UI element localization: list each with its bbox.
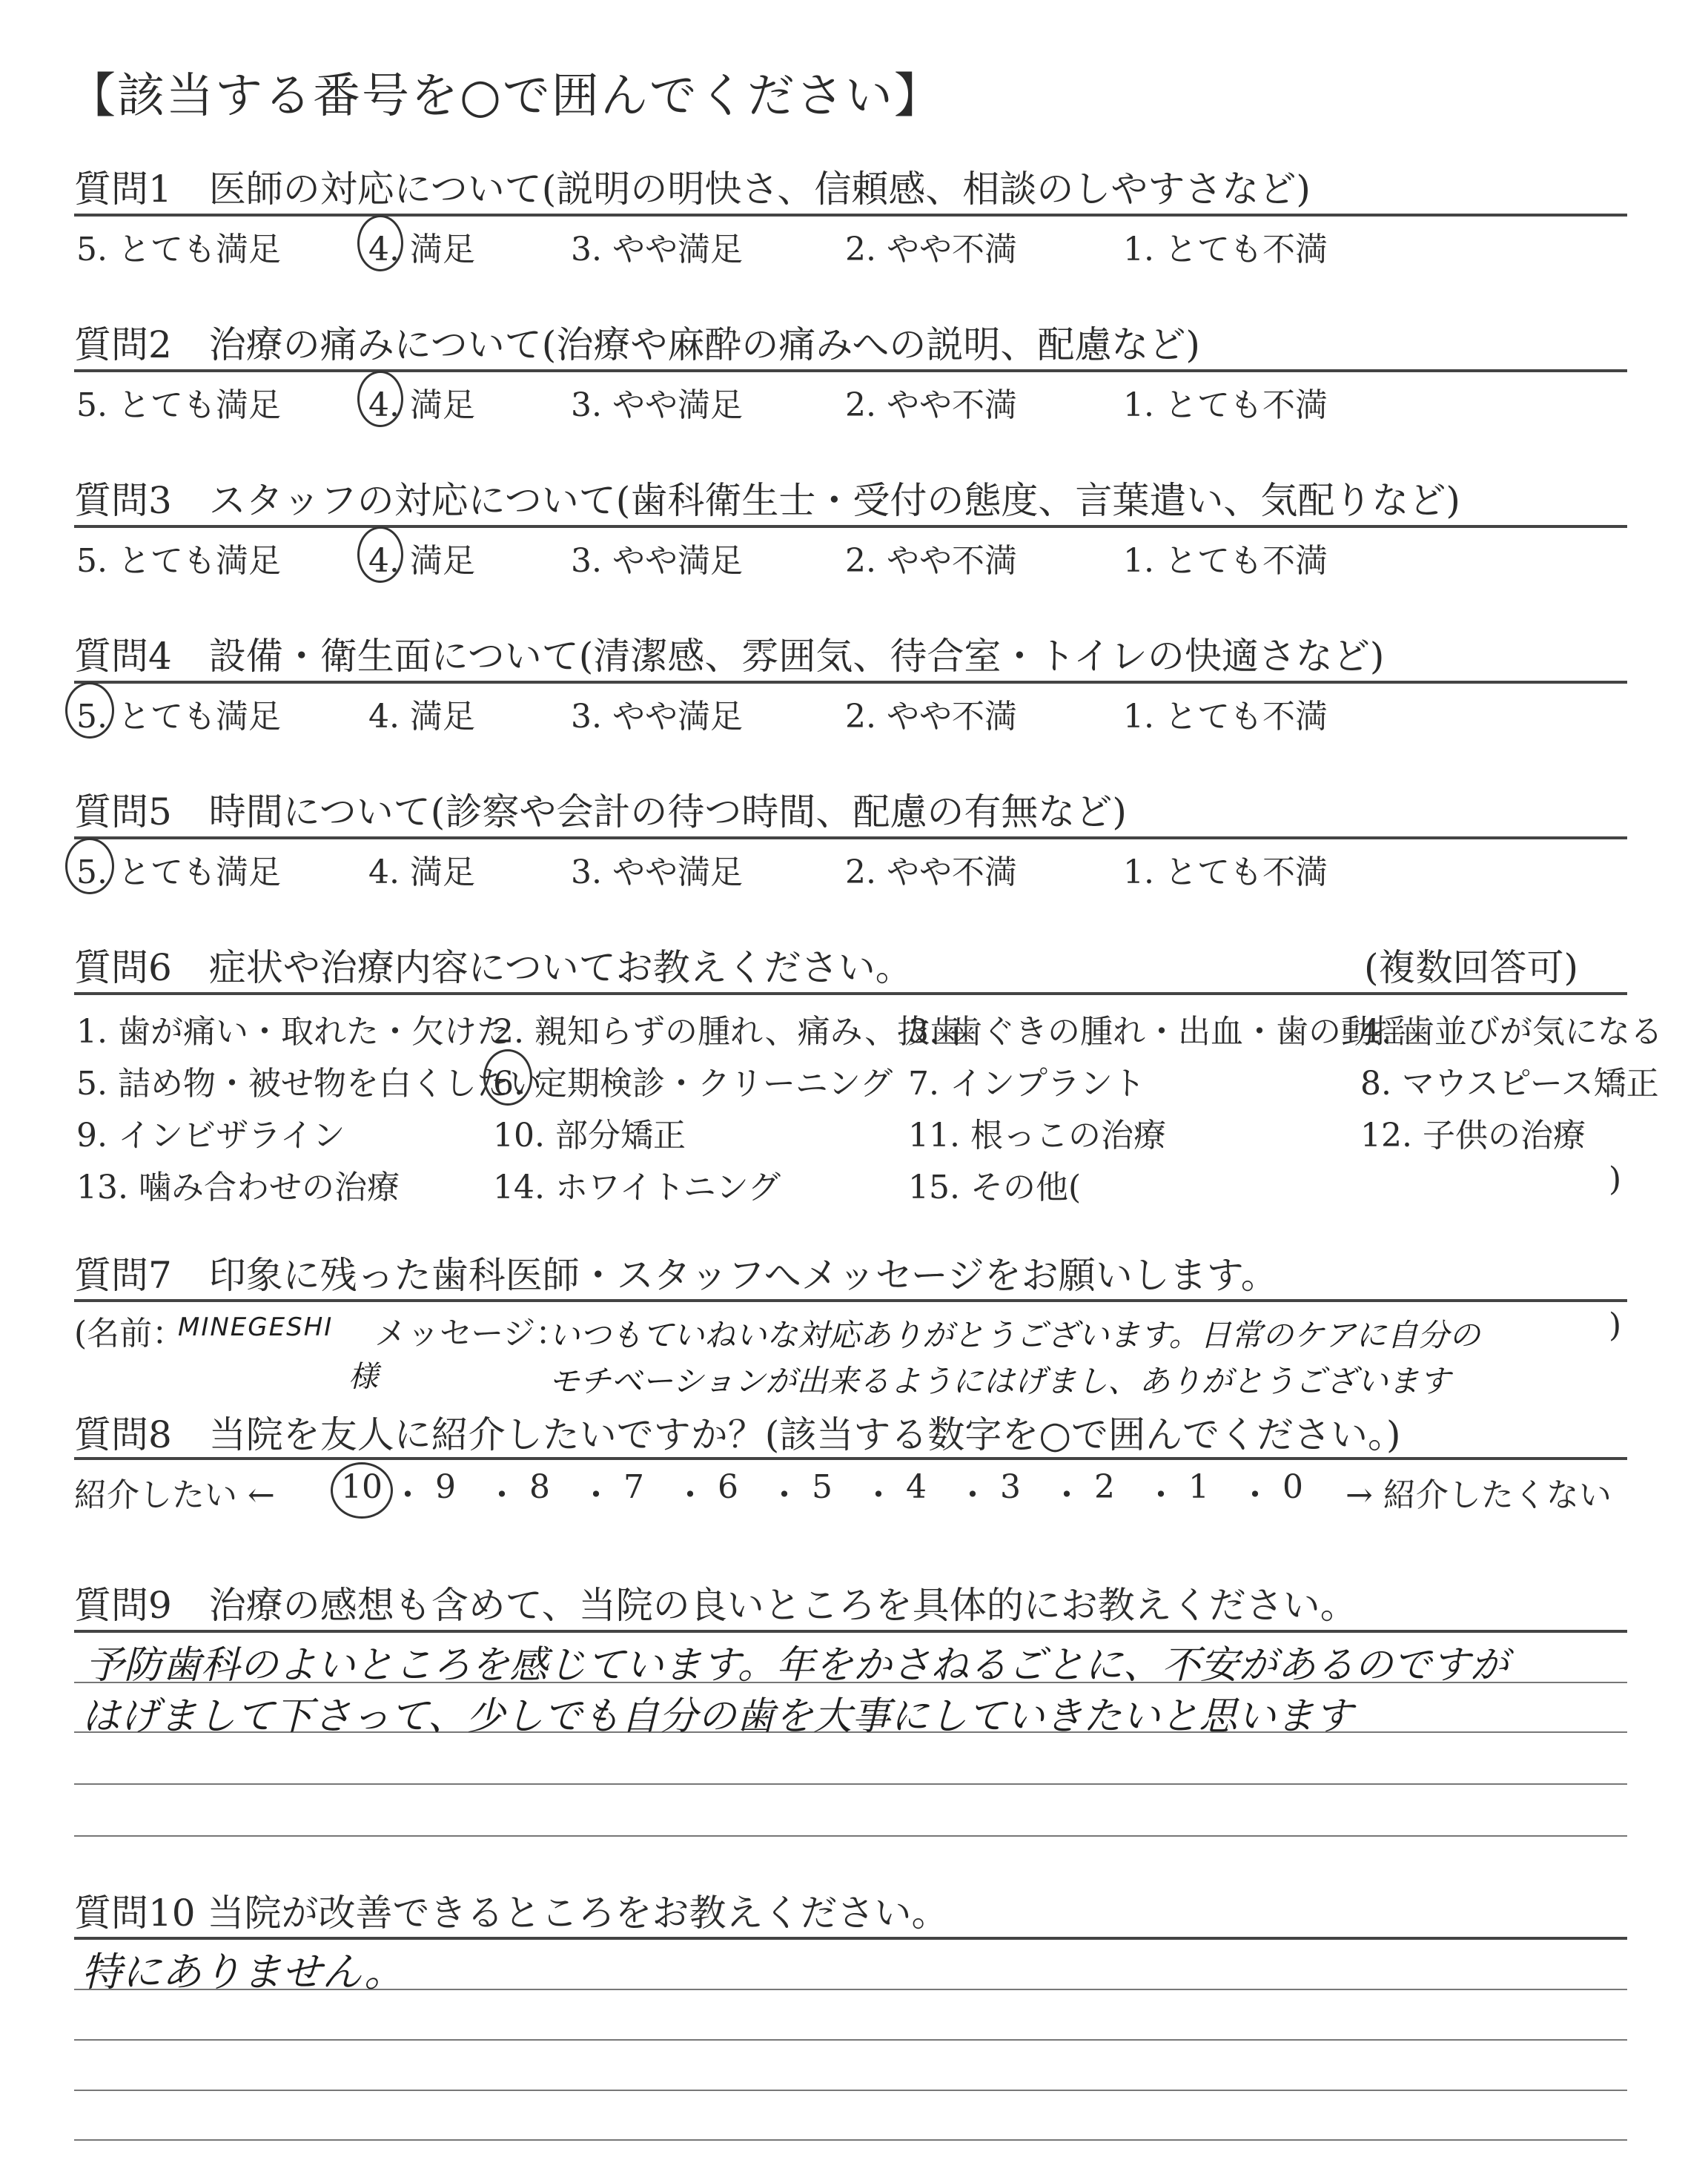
q8-scale-separator: ・ [486, 1476, 518, 1514]
q8-scale-5: 5 [812, 1468, 833, 1506]
q6-opt-13: 13. 噛み合わせの治療 [76, 1169, 400, 1206]
q9-answer-line2: はげまして下さって、少しでも自分の歯を大事にしていきたいと思います [82, 1694, 1353, 1739]
q6-opt-11: 11. 根っこの治療 [908, 1117, 1166, 1155]
q2-opt-3: 3. やや満足 [571, 386, 743, 424]
q4-opt-5: 5. とても満足 [76, 698, 281, 736]
q1-answer-circle [357, 215, 403, 271]
q8-scale-2: 2 [1094, 1468, 1115, 1506]
q8-rule [74, 1457, 1627, 1460]
q1-opt-2: 2. やや不満 [845, 231, 1017, 268]
q6-opt-4: 4. 歯並びが気になる [1360, 1013, 1663, 1051]
q7-close: ) [1609, 1307, 1622, 1344]
q5-opt-2: 2. やや不満 [845, 853, 1017, 891]
q3-opt-4: 4. 満足 [368, 542, 475, 580]
q8-right-label: → 紹介したくない [1345, 1476, 1612, 1514]
q10-line-4 [74, 2139, 1627, 2141]
q8-scale-8: 8 [529, 1468, 550, 1506]
q4-opt-2: 2. やや不満 [845, 698, 1017, 736]
q1-title: 質問1 医師の対応について(説明の明快さ、信頼感、相談のしやすさなど) [74, 168, 1311, 211]
q8-answer-circle [331, 1462, 393, 1519]
q9-title: 質問9 治療の感想も含めて、当院の良いところを具体的にお教えください。 [74, 1584, 1357, 1627]
q2-rule [74, 369, 1627, 372]
q8-scale-separator: ・ [1239, 1476, 1271, 1514]
q8-scale-separator: ・ [1050, 1476, 1083, 1514]
q4-opt-3: 3. やや満足 [571, 698, 743, 736]
q10-rule [74, 1937, 1627, 1940]
q6-opt-1: 1. 歯が痛い・取れた・欠けた [76, 1013, 509, 1051]
q6-opt-3: 3. 歯ぐきの腫れ・出血・歯の動揺 [908, 1013, 1406, 1051]
q1-opt-5: 5. とても満足 [76, 231, 281, 268]
q7-message-line1: いつもていねいな対応ありがとうございます。日常のケアに自分の [549, 1317, 1480, 1353]
q8-scale-separator: ・ [768, 1476, 801, 1514]
q10-answer-line1: 特にありません。 [82, 1949, 405, 1995]
q9-answer-line1: 予防歯科のよいところを感じています。年をかさねるごとに、不安があるのですが [85, 1643, 1509, 1688]
q6-opt-8: 8. マウスピース矯正 [1360, 1065, 1659, 1103]
q8-scale-0: 0 [1282, 1468, 1303, 1506]
q5-answer-circle [65, 838, 114, 894]
q6-opt-2: 2. 親知らずの腫れ、痛み、抜歯 [493, 1013, 963, 1051]
q1-opt-4: 4. 満足 [368, 231, 475, 268]
q3-rule [74, 525, 1627, 528]
form-header: 【該当する番号を○で囲んでください】 [68, 69, 943, 124]
q8-scale-6: 6 [718, 1468, 738, 1506]
q7-title: 質問7 印象に残った歯科医師・スタッフへメッセージをお願いします。 [74, 1254, 1278, 1297]
q5-opt-4: 4. 満足 [368, 853, 475, 891]
q8-scale-separator: ・ [674, 1476, 706, 1514]
q7-rule [74, 1299, 1627, 1302]
q3-opt-5: 5. とても満足 [76, 542, 281, 580]
q2-answer-circle [357, 371, 403, 427]
q4-rule [74, 681, 1627, 684]
q10-line-3 [74, 2090, 1627, 2091]
q7-message-line2: モチベーションが出来るようにはげまし、ありがとうございます [549, 1363, 1451, 1399]
q8-scale-3: 3 [1000, 1468, 1021, 1506]
q9-line-4 [74, 1835, 1627, 1837]
q3-answer-circle [357, 526, 403, 583]
q2-opt-2: 2. やや不満 [845, 386, 1017, 424]
q6-opt-10: 10. 部分矯正 [493, 1117, 686, 1155]
q8-scale-separator: ・ [1145, 1476, 1177, 1514]
q8-title: 質問8 当院を友人に紹介したいですか？(該当する数字を○で囲んでください。) [74, 1413, 1401, 1456]
q6-rule [74, 992, 1627, 995]
q3-opt-1: 1. とても不満 [1123, 542, 1328, 580]
q6-title: 質問6 症状や治療内容についてお教えください。 [74, 946, 913, 989]
q3-title: 質問3 スタッフの対応について(歯科衛生士・受付の態度、言葉遣い、気配りなど) [74, 479, 1460, 522]
q6-opt-5: 5. 詰め物・被せ物を白くしたい [76, 1065, 542, 1103]
q1-opt-1: 1. とても不満 [1123, 231, 1328, 268]
q8-scale-10: 10 [341, 1468, 383, 1506]
q3-opt-3: 3. やや満足 [571, 542, 743, 580]
q6-note: (複数回答可) [1364, 946, 1579, 989]
q8-scale-separator: ・ [956, 1476, 989, 1514]
q8-scale-separator: ・ [580, 1476, 612, 1514]
q7-name-suffix: 様 [348, 1360, 378, 1394]
q7-message-label: メッセージ： [374, 1315, 569, 1353]
q7-name-value: MINEGESHI [178, 1312, 334, 1342]
q2-opt-1: 1. とても不満 [1123, 386, 1328, 424]
q10-title: 質問10 当院が改善できるところをお教えください。 [74, 1892, 949, 1935]
q8-scale-separator: ・ [862, 1476, 895, 1514]
q1-rule [74, 214, 1627, 217]
q6-opt-6: 6. 定期検診・クリーニング [493, 1065, 893, 1103]
q2-opt-5: 5. とても満足 [76, 386, 281, 424]
q8-scale-separator: ・ [391, 1476, 424, 1514]
q7-name-label: (名前： [74, 1315, 185, 1353]
q10-line-2 [74, 2039, 1627, 2041]
q8-scale-9: 9 [435, 1468, 456, 1506]
q4-opt-4: 4. 満足 [368, 698, 475, 736]
q6-opt-7: 7. インプラント [908, 1065, 1145, 1103]
q5-opt-5: 5. とても満足 [76, 853, 281, 891]
q6-opt-15: 15. その他( [908, 1169, 1082, 1206]
q3-opt-2: 2. やや不満 [845, 542, 1017, 580]
q1-opt-3: 3. やや満足 [571, 231, 743, 268]
q5-title: 質問5 時間について(診察や会計の待つ時間、配慮の有無など) [74, 790, 1127, 833]
q6-opt-15-close: ) [1609, 1160, 1622, 1198]
q9-line-3 [74, 1783, 1627, 1785]
q9-rule [74, 1630, 1627, 1633]
q5-opt-1: 1. とても不満 [1123, 853, 1328, 891]
q8-scale-1: 1 [1188, 1468, 1209, 1506]
q6-opt-12: 12. 子供の治療 [1360, 1117, 1586, 1155]
q2-title: 質問2 治療の痛みについて(治療や麻酔の痛みへの説明、配慮など) [74, 323, 1200, 366]
q5-opt-3: 3. やや満足 [571, 853, 743, 891]
q8-scale-4: 4 [906, 1468, 927, 1506]
q8-left-label: 紹介したい ← [74, 1476, 275, 1514]
q4-title: 質問4 設備・衛生面について(清潔感、雰囲気、待合室・トイレの快適さなど) [74, 635, 1385, 678]
q6-answer-circle [483, 1049, 532, 1106]
q6-opt-9: 9. インビザライン [76, 1117, 345, 1155]
q5-rule [74, 836, 1627, 839]
q4-opt-1: 1. とても不満 [1123, 698, 1328, 736]
q4-answer-circle [65, 682, 114, 739]
q2-opt-4: 4. 満足 [368, 386, 475, 424]
q8-scale-7: 7 [623, 1468, 644, 1506]
q6-opt-14: 14. ホワイトニング [493, 1169, 781, 1206]
